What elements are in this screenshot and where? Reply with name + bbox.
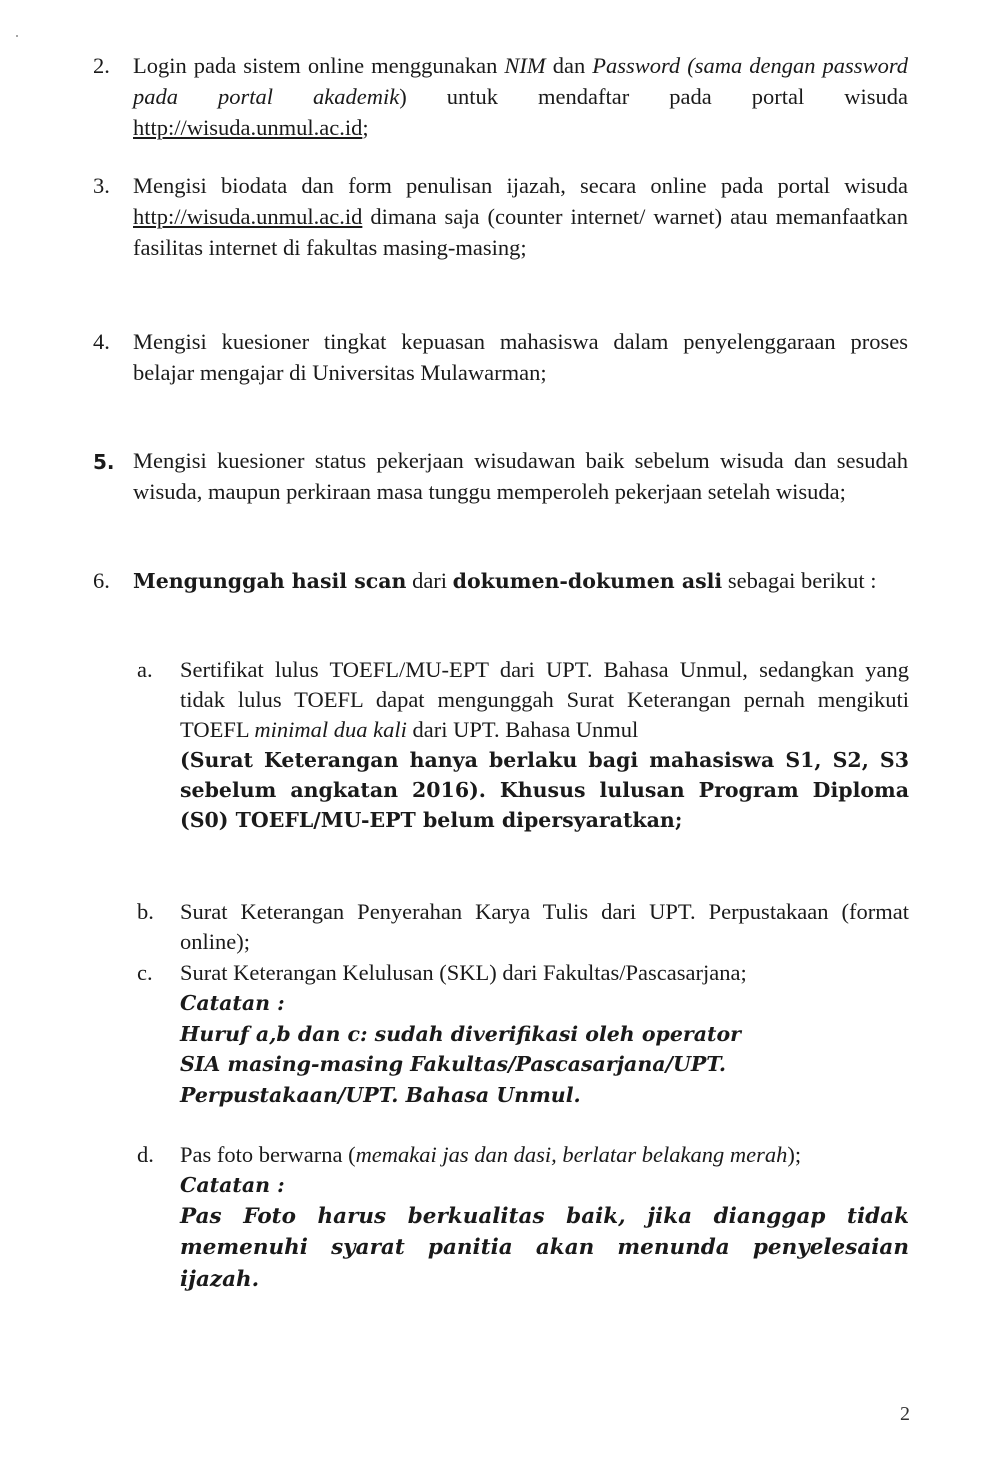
item-number: 4. (93, 329, 110, 354)
wisuda-portal-link[interactable]: http://wisuda.unmul.ac.id (133, 115, 363, 140)
note-text: Pas Foto harus berkualitas baik, jika dianggap tidak memenuhi syarat panitia akan menunda penyelesaian ijazah. (180, 1203, 909, 1292)
item-number: 5. (93, 450, 115, 474)
item-text: Mengisi biodata dan form penulisan ijazah, secara online pada portal wisuda http://wisuda.unmul.ac.id dimana saja (counter internet/ warnet) atau memanfaatkan fasilitas internet di fakultas masing-masing; (133, 173, 908, 260)
sub-item-letter: b. (137, 899, 154, 924)
sub-item-text: Pas foto berwarna (memakai jas dan dasi, berlatar belakang merah); Catatan : Pas Foto harus berkualitas baik, jika dianggap tidak memenuhi syarat panitia akan menunda penyelesaian ijazah. (180, 1140, 909, 1295)
sub-item-text: Surat Keterangan Kelulusan (SKL) dari Fakultas/Pascasarjana; Catatan : Huruf a,b dan c: sudah diverifikasi oleh operator SIA masing-masing Fakultas/Pascasarjana/UPT. Perpustakaan/UPT. Bahasa Unmul. (180, 958, 909, 1110)
sub-item-a (137, 655, 909, 835)
wisuda-portal-link[interactable]: http://wisuda.unmul.ac.id (133, 204, 363, 229)
list-item-2 (93, 50, 908, 143)
list-item-5 (93, 445, 908, 507)
item-text: Login pada sistem online menggunakan NIM dan Password (sama dengan password pada portal akademik) untuk mendaftar pada portal wisuda http://wisuda.unmul.ac.id; (133, 53, 909, 140)
sub-item-letter: c. (137, 960, 153, 985)
list-item-4 (93, 326, 908, 388)
sub-item-c (137, 958, 909, 1110)
sub-item-letter: a. (137, 657, 153, 682)
sub-item-bold-note: (Surat Keterangan hanya berlaku bagi mahasiswa S1, S2, S3 sebelum angkatan 2016). Khusus lulusan Program Diploma (S0) TOEFL/MU-EPT belum dipersyaratkan; (180, 748, 909, 832)
item-number: 6. (93, 568, 110, 593)
list-item-6 (93, 565, 908, 596)
sub-item-b (137, 897, 909, 957)
note-line: Perpustakaan/UPT. Bahasa Unmul. (180, 1082, 581, 1107)
note-line: SIA masing-masing Fakultas/Pascasarjana/UPT. (180, 1052, 727, 1076)
sub-item-text: Surat Keterangan Penyerahan Karya Tulis dari UPT. Perpustakaan (format online); (180, 899, 909, 954)
sub-item-text: Sertifikat lulus TOEFL/MU-EPT dari UPT. Bahasa Unmul, sedangkan yang tidak lulus TOEFL dapat mengunggah Surat Keterangan pernah mengikuti TOEFL minimal dua kali dari UPT. Bahasa Unmul (Surat Keterangan hanya berlaku bagi mahasiswa S1, S2, S3 sebelum angkatan 2016). Khusus lulusan Program Diploma (S0) TOEFL/MU-EPT belum dipersyaratkan; (180, 655, 909, 835)
item-text: Mengisi kuesioner status pekerjaan wisudawan baik sebelum wisuda dan sesudah wisuda, maupun perkiraan masa tunggu memperoleh pekerjaan setelah wisuda; (133, 448, 908, 504)
scan-speck (16, 35, 18, 37)
sub-item-d (137, 1140, 909, 1295)
note-title: Catatan : (180, 991, 285, 1015)
note-title: Catatan : (180, 1173, 285, 1197)
list-item-3 (93, 170, 908, 263)
note-line: Huruf a,b dan c: sudah diverifikasi oleh operator (180, 1021, 741, 1046)
item-text: Mengunggah hasil scan dari dokumen-dokumen asli sebagai berikut : (133, 568, 877, 593)
item-text: Mengisi kuesioner tingkat kepuasan mahasiswa dalam penyelenggaraan proses belajar mengajar di Universitas Mulawarman; (133, 329, 908, 385)
item-number: 3. (93, 173, 110, 198)
sub-item-letter: d. (137, 1142, 154, 1167)
item-number: 2. (93, 53, 110, 78)
page-number: 2 (900, 1403, 910, 1425)
